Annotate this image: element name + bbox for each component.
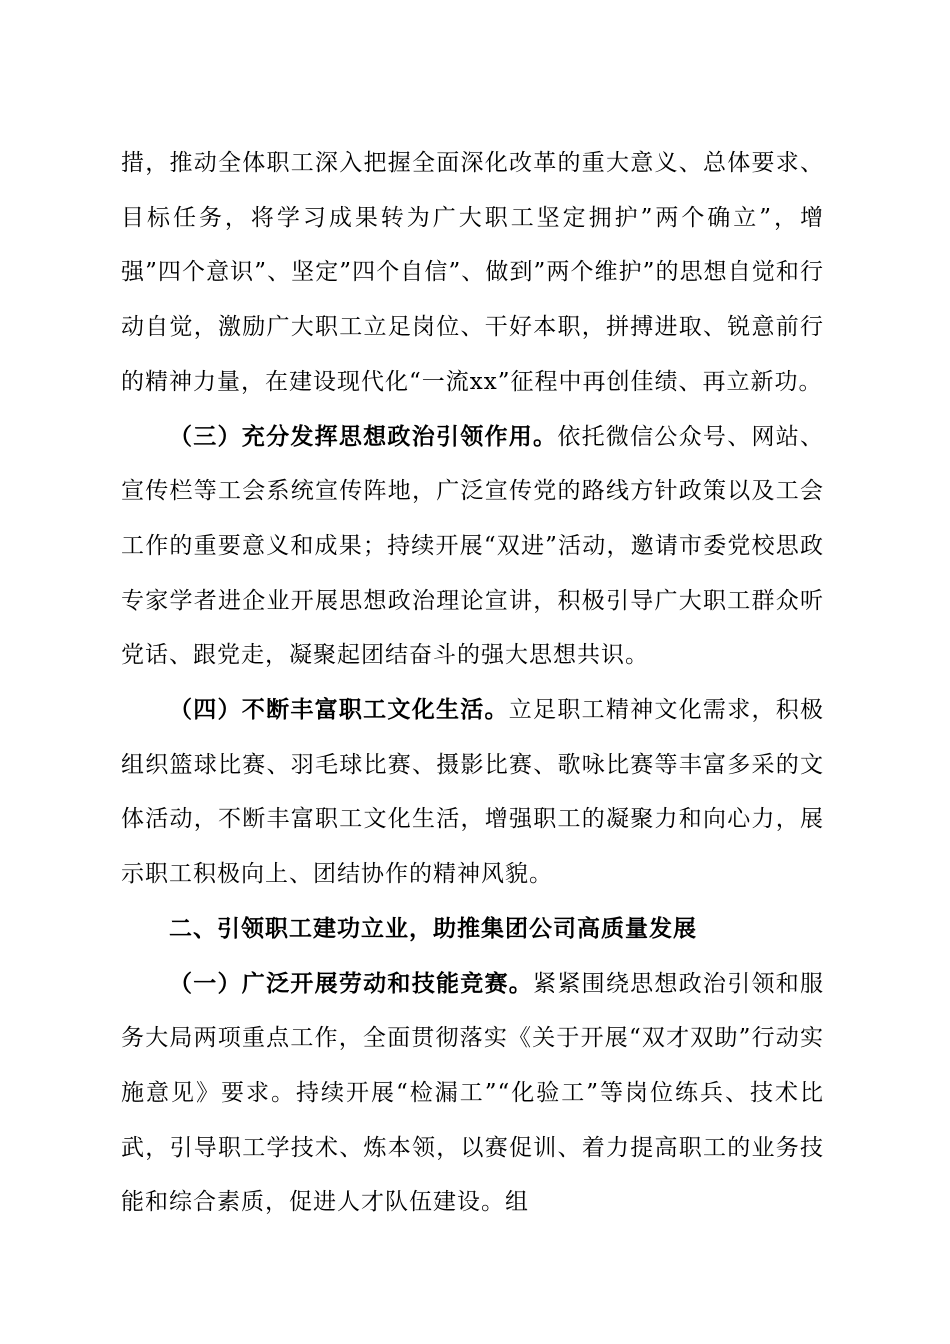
paragraph-title: （一）广泛开展劳动和技能竞赛。 [169, 969, 534, 997]
paragraph-ideological-guidance [121, 410, 824, 684]
paragraph-title: （四）不断丰富职工文化生活。 [169, 696, 509, 724]
paragraph-title: （三）充分发挥思想政治引领作用。 [169, 422, 558, 450]
paragraph-continuation: 措，推动全体职工深入把握全面深化改革的重大意义、总体要求、目标任务，将学习成果转为广大职工坚定拥护”两个确立”，增强”四个意识”、坚定”四个自信”、做到”两个维护”的思想自觉和行动自觉，激励广大职工立足岗位、干好本职，拼搏进取、锐意前行的精神力量，在建设现代化“一流xx”征程中再创佳绩、再立新功。 [121, 150, 824, 395]
paragraph-skills-competition [121, 957, 824, 1231]
section-heading: 二、引领职工建功立业，助推集团公司高质量发展 [169, 915, 697, 942]
document-body [121, 136, 824, 1230]
paragraph-text: 依托微信公众号、网站、宣传栏等工会系统宣传阵地，广泛宣传党的路线方针政策以及工会工作的重要意义和成果；持续开展“双进”活动，邀请市委党校思政专家学者进企业开展思想政治理论宣讲，积极引导广大职工群众听党话、跟党走，凝聚起团结奋斗的强大思想共识。 [121, 423, 825, 669]
paragraph-text: 立足职工精神文化需求，积极组织篮球比赛、羽毛球比赛、摄影比赛、歌咏比赛等丰富多采的文体活动，不断丰富职工文化生活，增强职工的凝聚力和向心力，展示职工积极向上、团结协作的精神风貌。 [121, 697, 825, 888]
paragraph-text: 紧紧围绕思想政治引领和服务大局两项重点工作，全面贯彻落实《关于开展“双才双助”行动实施意见》要求。持续开展“检漏工”“化验工”等岗位练兵、技术比武，引导职工学技术、炼本领，以赛促训、着力提高职工的业务技能和综合素质，促进人才队伍建设。组 [121, 970, 825, 1216]
paragraph-cultural-life [121, 683, 824, 902]
